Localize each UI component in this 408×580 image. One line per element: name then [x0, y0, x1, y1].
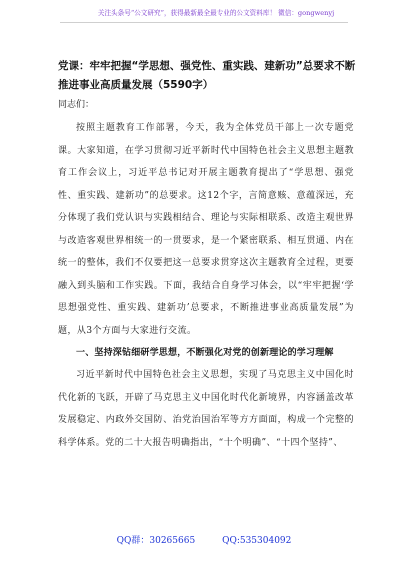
greeting: 同志们： — [58, 100, 95, 110]
footer-contact — [0, 533, 408, 546]
section-heading: 一、坚持深钻细研学思想，不断强化对党的创新理论的学习理解 — [76, 348, 334, 358]
paragraph: 按照主题教育工作部署，今天，我为全体党员干部上一次专题党课。大家知道，在学习贯彻习近平新时代中国特色社会主义思想主题教育工作会议上，习近平总书记对开展主题教育提出了“学思想、强党性、重实践、建新功”的总要求。这12个字，言简意赅、意蕴深远，充分体现了我们党认识与实践相结合、理论与实际相联系、改造主观世界与改造客观世界相统一的一贯要求，是一个紧密联系、相互贯通、内在统一的整体，我们不仅要把这一总要求贯穿这次主题教育全过程，更要融入到头脑和工作实践。下面，我结合自身学习体会，以“牢牢把握‘学思想强党性、重实践、建新功’总要求，不断推进事业高质量发展”为题，从3个方面与大家进行交流。 — [58, 123, 354, 336]
qq-group-text: QQ群：30265665 — [116, 536, 196, 546]
paragraph: 习近平新时代中国特色社会主义思想，实现了马克思主义中国化时代化新的飞跃，开辟了马克思主义中国化时代化新境界，内容涵盖改革发展稳定、内政外交国防、治党治国治军等方方面面，构成一个完整的科学体系。党的二十大报告明确指出，“十个明确”、“十四个坚持”、 — [58, 370, 354, 448]
header-divider — [60, 22, 348, 23]
document-title: 党课：牢牢把握“学思想、强党性、重实践、建新功”总要求不断推进事业高质量发展（5590字） — [58, 60, 356, 91]
header-banner: 关注头条号“公文研究”，获得最新最全最专业的公文资料库！ 微信：gongwenyj — [97, 9, 335, 17]
document-body — [58, 117, 354, 454]
qq-text: QQ:535304092 — [222, 536, 292, 546]
